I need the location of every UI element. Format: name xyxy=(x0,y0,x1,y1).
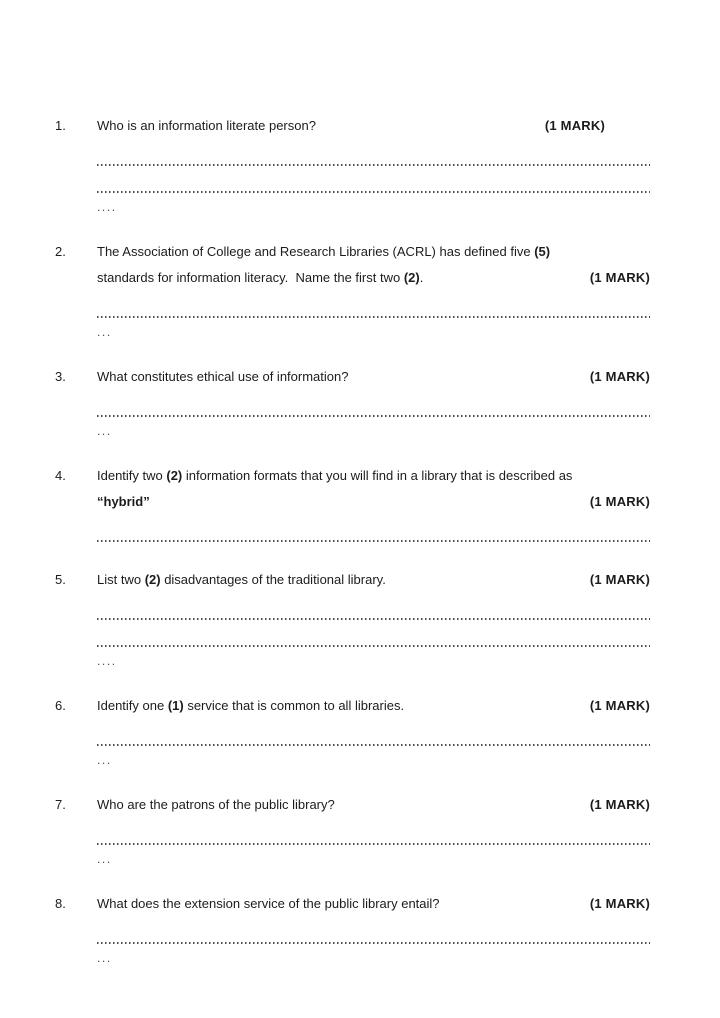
question-text-line xyxy=(97,693,650,719)
question-text-bold-segment: (5) xyxy=(534,244,551,259)
question-head xyxy=(97,113,650,139)
short-dots: ... xyxy=(97,951,112,965)
question-text xyxy=(97,567,650,593)
question-text-segment: List two xyxy=(97,572,145,587)
dotted-answer-line xyxy=(97,415,650,417)
marks-label: (1 MARK) xyxy=(589,797,650,812)
question-text-segment: Identify one xyxy=(97,698,168,713)
question-number: 5. xyxy=(55,572,66,587)
question-text-bold-segment: (2) xyxy=(144,572,161,587)
short-dots: ... xyxy=(97,753,112,767)
short-dots: .... xyxy=(97,200,117,214)
marks-label: (1 MARK) xyxy=(589,494,650,509)
question-item xyxy=(55,239,720,339)
question-text xyxy=(97,891,650,917)
question-item xyxy=(55,567,720,668)
answer-area xyxy=(97,164,650,214)
question-number: 3. xyxy=(55,369,66,384)
marks-label: (1 MARK) xyxy=(589,369,650,384)
dotted-answer-line xyxy=(97,843,650,845)
question-head xyxy=(97,693,650,719)
answer-area xyxy=(97,316,650,339)
marks-label: (1 MARK) xyxy=(589,572,650,587)
question-text-segment: . xyxy=(419,270,424,285)
question-head xyxy=(97,792,650,818)
question-text-line xyxy=(97,567,650,593)
answer-area xyxy=(97,942,650,965)
question-body xyxy=(97,463,650,542)
question-body xyxy=(97,891,650,965)
answer-area xyxy=(97,540,650,542)
question-text-line xyxy=(97,364,650,390)
question-body xyxy=(97,113,650,214)
question-text-bold-segment: “hybrid” xyxy=(97,494,150,509)
question-body xyxy=(97,364,650,438)
question-number: 6. xyxy=(55,698,66,713)
question-text-segment: The Association of College and Research Libraries (ACRL) has defined five xyxy=(97,244,535,259)
question-text xyxy=(97,463,650,515)
marks-label: (1 MARK) xyxy=(589,270,650,285)
answer-area xyxy=(97,618,650,668)
question-text-bold-segment: (1) xyxy=(167,698,184,713)
question-text-line xyxy=(97,891,650,917)
question-body xyxy=(97,567,650,668)
marks-label: (1 MARK) xyxy=(589,896,650,911)
dotted-answer-line xyxy=(97,191,650,193)
answer-area xyxy=(97,843,650,866)
short-dots: ... xyxy=(97,325,112,339)
question-text xyxy=(97,792,650,818)
question-number: 1. xyxy=(55,118,66,133)
dotted-answer-line xyxy=(97,645,650,647)
question-text-segment: standards for information literacy. Name the first two xyxy=(97,270,404,285)
short-dots: ... xyxy=(97,852,112,866)
answer-area xyxy=(97,744,650,767)
question-head xyxy=(97,239,650,291)
question-item xyxy=(55,463,720,542)
question-text-segment: Who are the patrons of the public library? xyxy=(97,797,335,812)
answer-area xyxy=(97,415,650,438)
question-text-bold-segment: (2) xyxy=(166,468,183,483)
question-body xyxy=(97,239,650,339)
question-text-segment: Identify two xyxy=(97,468,167,483)
question-item xyxy=(55,792,720,866)
question-body xyxy=(97,693,650,767)
question-number: 2. xyxy=(55,244,66,259)
dotted-answer-line xyxy=(97,618,650,620)
question-text-segment: information formats that you will find in a library that is described as xyxy=(182,468,573,483)
question-text xyxy=(97,364,650,390)
question-item xyxy=(55,113,720,214)
question-item xyxy=(55,364,720,438)
question-text-segment: service that is common to all libraries. xyxy=(183,698,405,713)
question-body xyxy=(97,792,650,866)
question-text-line xyxy=(97,265,650,291)
question-text-segment: disadvantages of the traditional library. xyxy=(160,572,386,587)
question-head xyxy=(97,364,650,390)
question-text-line xyxy=(97,463,650,489)
question-item xyxy=(55,891,720,965)
question-text-segment: What does the extension service of the public library entail? xyxy=(97,896,440,911)
question-head xyxy=(97,463,650,515)
question-head xyxy=(97,891,650,917)
question-text-line xyxy=(97,489,650,515)
marks-label: (1 MARK) xyxy=(544,118,605,133)
question-text-line xyxy=(97,792,650,818)
short-dots: ... xyxy=(97,424,112,438)
dotted-answer-line xyxy=(97,942,650,944)
question-number: 7. xyxy=(55,797,66,812)
question-text-segment: Who is an information literate person? xyxy=(97,118,316,133)
question-item xyxy=(55,693,720,767)
short-dots: .... xyxy=(97,654,117,668)
question-number: 4. xyxy=(55,468,66,483)
question-head xyxy=(97,567,650,593)
question-text xyxy=(97,239,650,291)
question-text-segment: What constitutes ethical use of information? xyxy=(97,369,349,384)
marks-label: (1 MARK) xyxy=(589,698,650,713)
dotted-answer-line xyxy=(97,744,650,746)
dotted-answer-line xyxy=(97,316,650,318)
question-text xyxy=(97,693,650,719)
question-text-line xyxy=(97,239,650,265)
question-text-bold-segment: (2) xyxy=(403,270,420,285)
question-list xyxy=(55,113,720,965)
dotted-answer-line xyxy=(97,164,650,166)
question-number: 8. xyxy=(55,896,66,911)
dotted-answer-line xyxy=(97,540,650,542)
